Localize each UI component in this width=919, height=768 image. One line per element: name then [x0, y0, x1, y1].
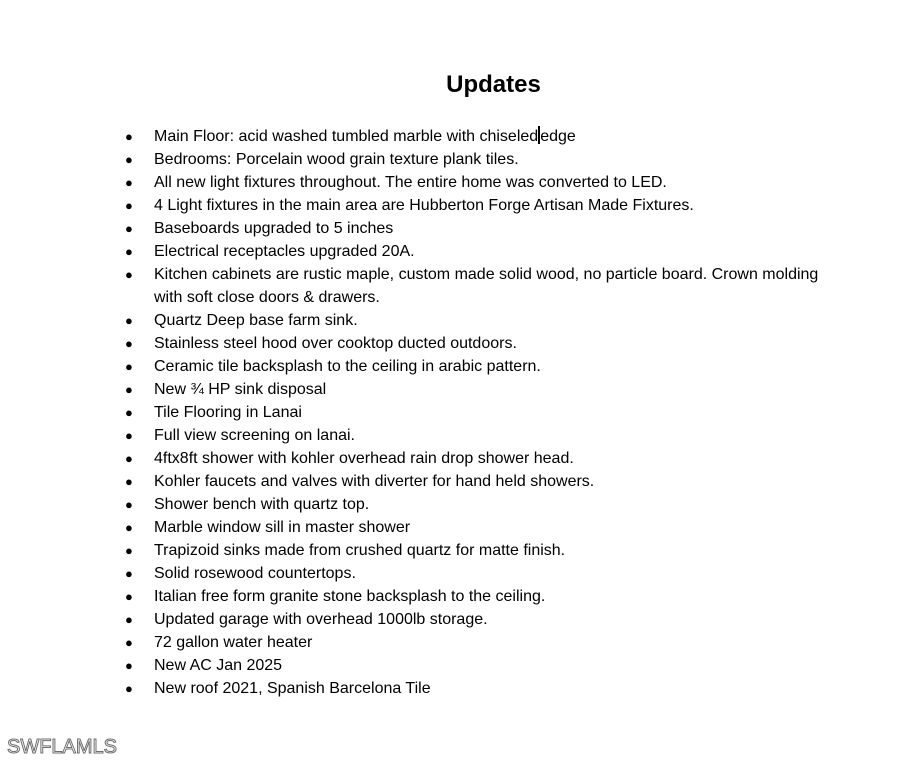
bullet-icon: ● [125, 543, 133, 558]
list-item [125, 539, 825, 562]
list-item-text: Solid rosewood countertops. [154, 565, 356, 582]
list-item-text: Baseboards upgraded to 5 inches [154, 220, 394, 237]
list-item [125, 332, 825, 355]
bullet-icon: ● [125, 658, 133, 673]
bullet-icon: ● [125, 359, 133, 374]
bullet-icon: ● [125, 198, 133, 213]
list-item-text [154, 125, 825, 148]
list-item-text: Kohler faucets and valves with diverter for hand held showers. [154, 473, 595, 490]
list-item [125, 424, 825, 447]
list-item-text-start: Main Floor: acid washed tumbled marble with chiseled [154, 128, 539, 145]
list-item-text: All new light fixtures throughout. The entire home was converted to LED. [154, 174, 667, 191]
bullet-icon: ● [125, 428, 133, 443]
bullet-icon: ● [125, 175, 133, 190]
list-item-text: Electrical receptacles upgraded 20A. [154, 243, 415, 260]
bullet-icon: ● [125, 336, 133, 351]
list-item-text: 4 Light fixtures in the main area are Hubberton Forge Artisan Made Fixtures. [154, 197, 694, 214]
list-item-text: Trapizoid sinks made from crushed quartz for matte finish. [154, 542, 566, 559]
list-item-text: Stainless steel hood over cooktop ducted outdoors. [154, 335, 517, 352]
watermark-text: SWFLAMLS [7, 736, 118, 758]
list-item [125, 148, 825, 171]
updates-list [125, 125, 825, 700]
list-item-text: Marble window sill in master shower [154, 519, 411, 536]
bullet-icon: ● [125, 129, 133, 144]
bullet-icon: ● [125, 451, 133, 466]
bullet-icon: ● [125, 313, 133, 328]
list-item-text: Tile Flooring in Lanai [154, 404, 302, 421]
list-item [125, 677, 825, 700]
bullet-icon: ● [125, 612, 133, 627]
list-item [125, 447, 825, 470]
document-title: Updates [446, 71, 541, 98]
list-item-text: Ceramic tile backsplash to the ceiling in arabic pattern. [154, 358, 541, 375]
bullet-icon: ● [125, 405, 133, 420]
list-item [125, 608, 825, 631]
list-item [125, 585, 825, 608]
list-item-text-end: edge [540, 128, 576, 145]
list-item-text: 4ftx8ft shower with kohler overhead rain drop shower head. [154, 450, 574, 467]
list-item [125, 217, 825, 240]
list-item [125, 171, 825, 194]
bullet-icon: ● [125, 589, 133, 604]
bullet-icon: ● [125, 267, 133, 282]
bullet-icon: ● [125, 382, 133, 397]
bullet-icon: ● [125, 681, 133, 696]
list-item [125, 240, 825, 263]
list-item-text: Full view screening on lanai. [154, 427, 355, 444]
bullet-icon: ● [125, 635, 133, 650]
list-item [125, 401, 825, 424]
list-item [125, 562, 825, 585]
bullet-icon: ● [125, 566, 133, 581]
list-item-text: New AC Jan 2025 [154, 657, 283, 674]
list-item-text: Quartz Deep base farm sink. [154, 312, 358, 329]
list-item [125, 194, 825, 217]
list-item [125, 654, 825, 677]
bullet-icon: ● [125, 520, 133, 535]
list-item-text: 72 gallon water heater [154, 634, 313, 651]
bullet-icon: ● [125, 221, 133, 236]
list-item [125, 378, 825, 401]
bullet-icon: ● [125, 497, 133, 512]
list-item [125, 631, 825, 654]
list-item [125, 493, 825, 516]
list-item [125, 125, 825, 148]
list-item-text: New roof 2021, Spanish Barcelona Tile [154, 680, 431, 697]
bullet-icon: ● [125, 244, 133, 259]
list-item-text: New ¾ HP sink disposal [154, 381, 327, 398]
bullet-icon: ● [125, 152, 133, 167]
list-item [125, 470, 825, 493]
list-item [125, 516, 825, 539]
bullet-icon: ● [125, 474, 133, 489]
list-item [125, 263, 825, 309]
list-item-text: Updated garage with overhead 1000lb storage. [154, 611, 488, 628]
list-item-text: Italian free form granite stone backsplash to the ceiling. [154, 588, 546, 605]
list-item-text: Shower bench with quartz top. [154, 496, 370, 513]
list-item [125, 309, 825, 332]
list-item-text: Kitchen cabinets are rustic maple, custom made solid wood, no particle board. Crown molding with soft close doors & drawers. [154, 266, 819, 306]
list-item [125, 355, 825, 378]
list-item-text: Bedrooms: Porcelain wood grain texture plank tiles. [154, 151, 519, 168]
